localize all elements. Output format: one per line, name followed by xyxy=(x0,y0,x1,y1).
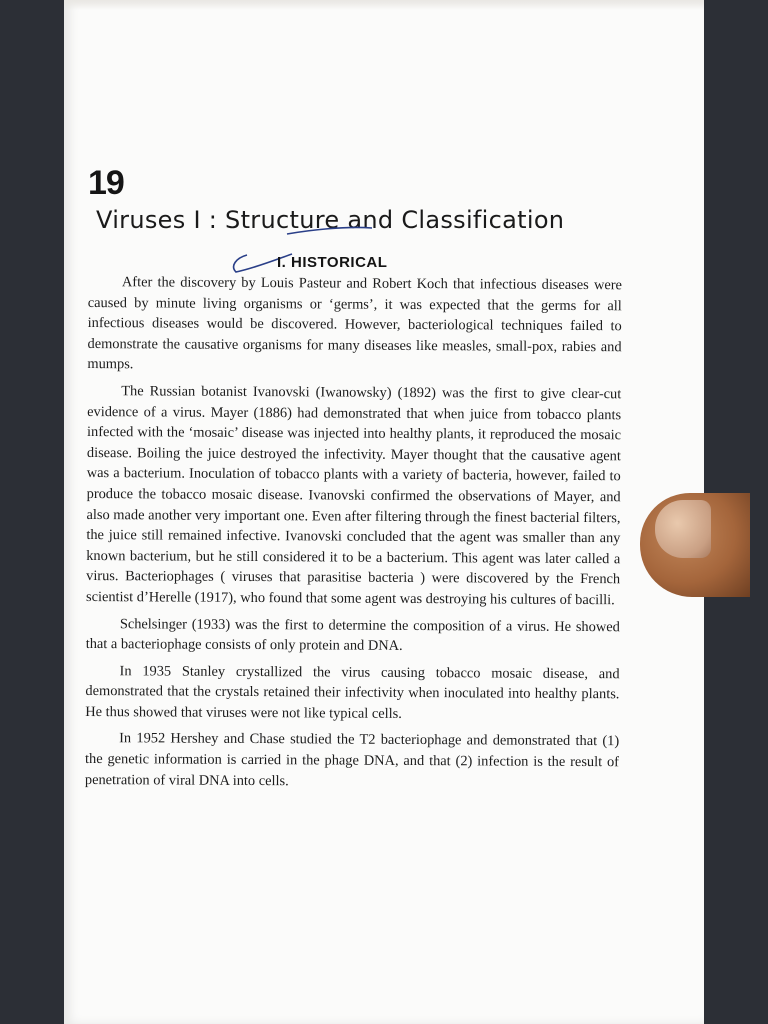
fingernail xyxy=(655,500,711,558)
section-heading: I. HISTORICAL xyxy=(277,254,388,271)
paragraph: The Russian botanist Ivanovski (Iwanowsky) (1892) was the first to give clear-cut evidence of a virus. Mayer (1886) had demonstrated that when juice from tobacco plants infected with the ‘mosaic’ disease was injected into healthy plants, it reproduced the mosaic disease. Boiling the juice destroyed the infectivity. Mayer thought that the causative agent was a bacterium. Inoculation of tobacco plants with a variety of bacteria, however, failed to produce the tobacco mosaic disease. Ivanovski confirmed the observations of Mayer, and also made another very important one. Even after filtering through the finest bacterial filters, the juice still remained infective. Ivanovski concluded that the agent was smaller than any known bacterium, but he still considered it to be a bacterium. This agent was later called a virus. Bacteriophages ( viruses that parasitise bacteria ) were discovered by the French scientist d’Herelle (1917), who found that some agent was destroying his cultures of bacilli. xyxy=(85,383,622,609)
pen-strike-line xyxy=(287,227,372,234)
paragraph: Schelsinger (1933) was the first to determine the composition of a virus. He showed that a bacteriophage consists of only protein and DNA. xyxy=(85,615,620,655)
paragraph: In 1935 Stanley crystallized the virus causing tobacco mosaic disease, and demonstrated that the crystals retained their infectivity when inoculated into healthy plants. He thus showed that viruses were not like typical cells. xyxy=(85,662,620,722)
chapter-number: 19 xyxy=(88,164,124,202)
chapter-title: Viruses I : Structure and Classification xyxy=(96,206,565,234)
body-text xyxy=(85,272,622,800)
paragraph: In 1952 Hershey and Chase studied the T2 bacteriophage and demonstrated that (1) the genetic information is carried in the phage DNA, and that (2) infection is the result of penetration of viral DNA into cells. xyxy=(84,730,620,789)
paragraph: After the discovery by Louis Pasteur and Robert Koch that infectious diseases were caused by minute living organisms or ‘germs’, it was expected that the germs for all infectious diseases would be discovered. However, bacteriological techniques failed to demonstrate the causative organisms for many diseases like measles, small-pox, rabies and mumps. xyxy=(87,274,622,373)
